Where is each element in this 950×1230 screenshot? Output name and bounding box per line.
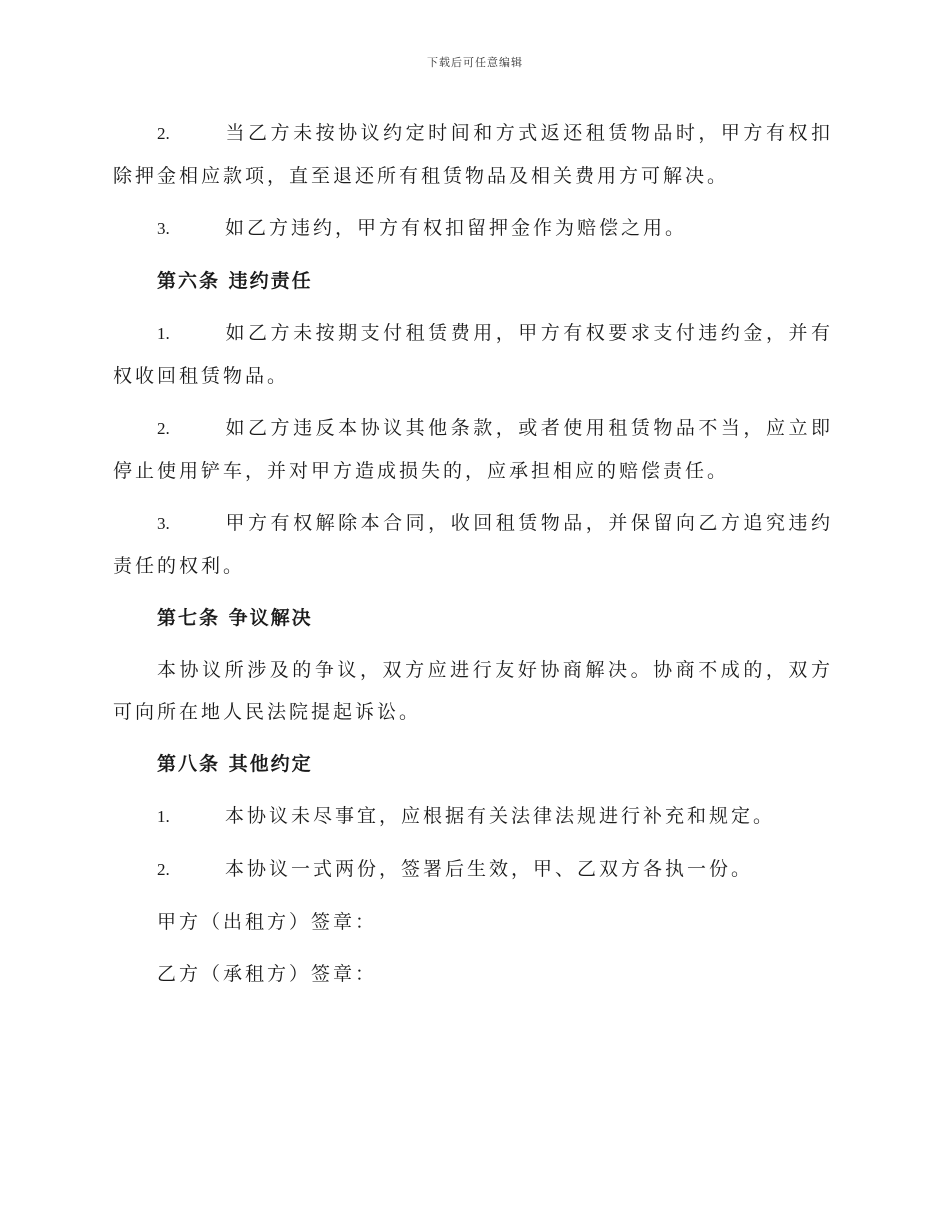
clause-text: 甲方有权解除本合同，收回租赁物品，并保留向乙方追究违约责任的权利。 bbox=[113, 512, 833, 577]
clause-text: 如乙方未按期支付租赁费用，甲方有权要求支付违约金，并有权收回租赁物品。 bbox=[113, 322, 833, 387]
clause-item bbox=[113, 112, 833, 197]
section-heading-article-7: 第七条 争议解决 bbox=[157, 607, 313, 629]
clause-number: 1. bbox=[157, 807, 170, 826]
clause-text: 当乙方未按协议约定时间和方式返还租赁物品时，甲方有权扣除押金相应款项，直至退还所有租赁物品及相关费用方可解决。 bbox=[113, 122, 833, 187]
clause-text: 如乙方违约，甲方有权扣留押金作为赔偿之用。 bbox=[225, 217, 688, 239]
page-header: 下载后可任意编辑 bbox=[427, 56, 523, 69]
clause-item bbox=[113, 312, 833, 397]
section-heading-article-6: 第六条 违约责任 bbox=[157, 270, 313, 292]
clause-item bbox=[113, 795, 833, 838]
paragraph-dispute: 本协议所涉及的争议，双方应进行友好协商解决。协商不成的，双方可向所在地人民法院提起诉讼。 bbox=[113, 659, 833, 723]
clause-item bbox=[113, 207, 833, 250]
signature-line-party-b: 乙方（承租方）签章： bbox=[157, 963, 378, 985]
clause-item bbox=[113, 848, 833, 891]
clause-text: 如乙方违反本协议其他条款，或者使用租赁物品不当，应立即停止使用铲车，并对甲方造成损失的，应承担相应的赔偿责任。 bbox=[113, 417, 833, 482]
clause-item bbox=[113, 407, 833, 492]
signature-line-party-a: 甲方（出租方）签章： bbox=[157, 911, 378, 933]
clause-number: 3. bbox=[157, 514, 170, 533]
clause-text: 本协议未尽事宜，应根据有关法律法规进行补充和规定。 bbox=[225, 805, 776, 827]
clause-item bbox=[113, 502, 833, 587]
clause-number: 2. bbox=[157, 860, 170, 879]
clause-number: 2. bbox=[157, 419, 170, 438]
section-heading-article-8: 第八条 其他约定 bbox=[157, 753, 313, 775]
clause-number: 1. bbox=[157, 324, 170, 343]
clause-text: 本协议一式两份，签署后生效，甲、乙双方各执一份。 bbox=[225, 858, 754, 880]
document-body bbox=[113, 112, 833, 1005]
clause-number: 2. bbox=[157, 124, 170, 143]
clause-number: 3. bbox=[157, 219, 170, 238]
